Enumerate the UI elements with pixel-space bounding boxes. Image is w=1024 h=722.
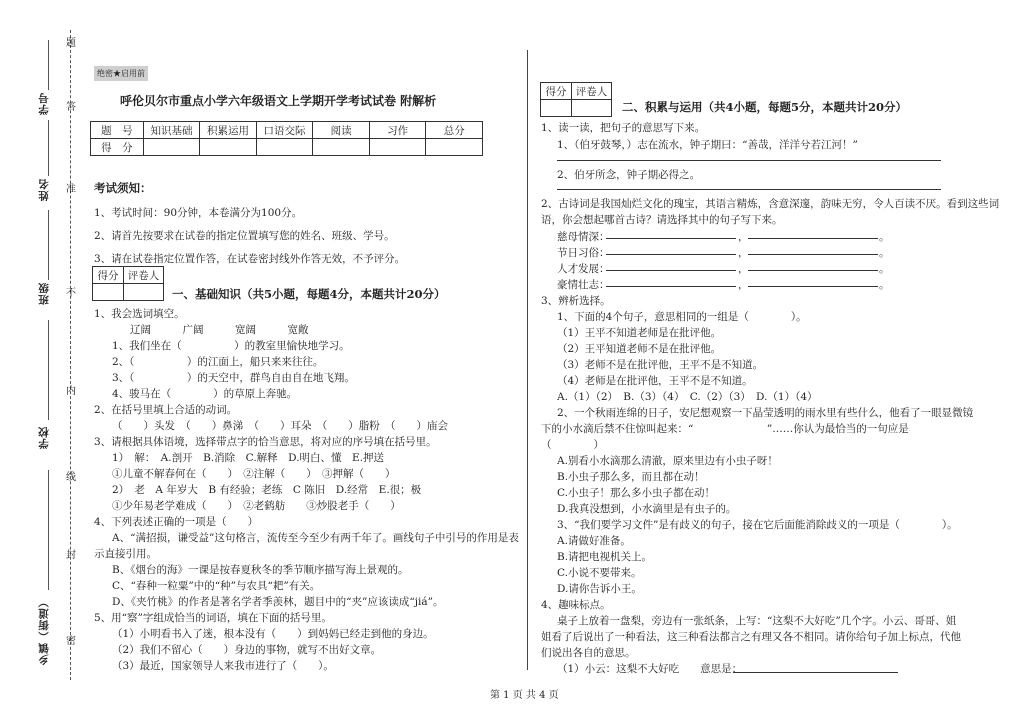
question-line: A.（1）（2） B.（3）（4） C.（2）（3） D.（1）（4） (557, 391, 818, 403)
field-line (48, 470, 49, 590)
question-line: 1、我们坐在（ ）的教室里愉快地学习。 (112, 340, 350, 352)
question-line: 2、伯牙所念，钟子期必得之。 (557, 169, 701, 181)
seal-char-1: 题 (66, 38, 76, 49)
score-header: 题 号 (91, 122, 144, 139)
grader-score-cell[interactable] (93, 284, 124, 301)
question-line: A.别看小水滴那么清澈，原来里边有小虫子呀！ (557, 455, 778, 467)
notice-item: 3、请在试卷指定位置作答，在试卷密封线外作答无效，不予评分。 (94, 253, 406, 265)
question-line: （4）老师是在批评他，王平不是不知道。 (557, 375, 753, 387)
question-line: 们说出各自的意思。 (541, 647, 636, 659)
question-line: 语，你会想起哪首古诗？请选择其中的句子写下来。 (541, 214, 783, 226)
confidential-stamp: 绝密★启用前 (94, 66, 148, 81)
field-school: 学校 (38, 426, 50, 449)
grader-person-cell[interactable] (572, 100, 612, 117)
score-cell[interactable] (256, 139, 313, 156)
question-line: （2）王平知道老师不是在批评他。 (557, 343, 722, 355)
answer-line[interactable] (733, 672, 898, 673)
answer-line[interactable] (748, 286, 878, 287)
score-header: 习作 (369, 122, 426, 139)
page-footer: 第 1 页 共 4 页 (490, 690, 559, 701)
seal-line (70, 30, 71, 680)
seal-char-7: 封 (66, 550, 76, 561)
grader-box (540, 82, 612, 117)
question-line: （3）最近，国家领导人来我市进行了（ ）。 (112, 660, 334, 672)
question-line: 桌子上放着一盘梨，旁边有一张纸条，上写：“这梨不大好吃”几个字。小云、哥哥、姐 (557, 615, 957, 627)
field-line (48, 120, 49, 176)
comma: ， (738, 263, 749, 275)
question-line: C、“春种一粒粟”中的“种”与农具“耙”有关。 (112, 580, 321, 592)
field-town: 乡镇（街道） (38, 596, 50, 665)
notice-item: 2、请首先按要求在试卷的指定位置填写您的姓名、班级、学号。 (94, 230, 395, 242)
field-line (48, 40, 49, 90)
question-line: 辽阔 广阔 宽阔 宽敞 (130, 324, 309, 336)
question-line: 2、在括号里填上合适的动词。 (94, 404, 238, 416)
question-line: 2） 老 A 年岁大 B 有经验；老练 C 陈旧 D.经常 E.很；极 (112, 484, 422, 496)
score-header: 总分 (426, 122, 483, 139)
question-line: B.小虫子那么多，而且都在动！ (557, 471, 705, 483)
column-divider (527, 50, 528, 670)
field-line (48, 210, 49, 280)
question-line: 1、我会选词填空。 (94, 308, 185, 320)
question-line: B、《烟台的海》一课是按春夏秋冬的季节顺序描写海上景观的。 (112, 564, 409, 576)
answer-line[interactable] (606, 254, 736, 255)
question-line: 2、（ ）的江面上，船只来来往往。 (112, 356, 324, 368)
score-cell[interactable] (426, 139, 483, 156)
seal-char-2: 答 (66, 102, 76, 113)
field-name: 姓名 (38, 178, 50, 201)
seal-char-8: 密 (66, 636, 76, 647)
score-header: 积累运用 (200, 122, 257, 139)
exam-title: 呼伦贝尔市重点小学六年级语文上学期开学考试试卷 附解析 (120, 94, 437, 108)
question-line: 1、读一读，把句子的意思写下来。 (541, 122, 706, 134)
score-cell[interactable] (143, 139, 200, 156)
answer-line[interactable] (606, 286, 736, 287)
answer-line[interactable] (748, 270, 878, 271)
question-line: （2）我们不留心（ ）身边的事物，就写不出好文章。 (112, 644, 382, 656)
question-line: C.小虫子！那么多小虫子都在动！ (557, 487, 715, 499)
seal-char-4: 不 (66, 288, 76, 299)
grader-score-label: 得分 (93, 267, 124, 284)
field-line (48, 320, 49, 420)
notice-heading: 考试须知： (94, 181, 152, 195)
seal-char-3: 准 (66, 184, 76, 195)
grader-box (92, 266, 164, 301)
question-line: 3、辨析选择。 (541, 295, 611, 307)
period: 。 (879, 263, 890, 275)
field-class: 班级 (38, 282, 50, 305)
question-line: （1）小明看书入了迷，根本没有（ ）到妈妈已经走到他的身边。 (112, 628, 434, 640)
question-line: 4、骏马在（ ）的草原上奔驰。 (112, 388, 298, 400)
question-line: 1） 解： A.剖开 B.消除 C.解释 D.明白、懂 E.押送 (112, 452, 385, 464)
question-line: 2、一个秋雨连绵的日子，安尼想观察一下晶莹透明的雨水里有些什么，他看了一眼显微镜 (557, 407, 974, 419)
question-line: 姐看了后说出了一种看法，这三种看法都言之有理又各不相同。请你给句子加上标点，代他 (541, 631, 961, 643)
question-line: D、《夹竹桃》的作者是著名学者季羡林，题目中的“夹”应该读成“jiá”。 (112, 596, 444, 608)
score-cell[interactable] (313, 139, 370, 156)
section1-title: 一、基础知识（共5小题，每题4分，本题共计20分） (172, 287, 446, 301)
period: 。 (879, 231, 890, 243)
question-line: B.请把电视机关上。 (557, 551, 653, 563)
period: 。 (879, 279, 890, 291)
question-line: 5、用“察”字组成恰当的词语，填在下面的括号里。 (94, 612, 332, 624)
question-line: （1）小云：这梨不大好吃 意思是： (557, 663, 743, 675)
question-line: 4、趣味标点。 (541, 599, 611, 611)
answer-line[interactable] (606, 270, 736, 271)
answer-line[interactable] (606, 238, 736, 239)
comma: ， (738, 247, 749, 259)
notice-item: 1、考试时间：90分钟，本卷满分为100分。 (94, 207, 303, 219)
question-line: 3、“我们要学习文件”是有歧义的句子，接在它后面能消除歧义的一项是（ ）。 (557, 519, 958, 531)
section2-title: 二、积累与运用（共4小题，每题5分，本题共计20分） (622, 100, 908, 114)
score-header: 阅读 (313, 122, 370, 139)
score-table (90, 121, 483, 156)
question-line: （1）王平不知道老师是在批评他。 (557, 327, 722, 339)
answer-line[interactable] (557, 160, 941, 161)
question-line: C.小说不要带来。 (557, 567, 642, 579)
answer-line[interactable] (748, 254, 878, 255)
question-line: 1、下面的4个句子，意思相同的一组是（ ）。 (557, 311, 807, 323)
question-line: 3、请根据具体语境，选择带点字的恰当意思，将对应的序号填在括号里。 (94, 436, 437, 448)
poem-topic: 节日习俗： (557, 247, 610, 259)
comma: ， (738, 231, 749, 243)
question-line: （3）老师不是在批评他，王平不是不知道。 (557, 359, 764, 371)
comma: ， (738, 279, 749, 291)
grader-person-label: 评卷人 (124, 267, 164, 284)
score-header: 口语交际 (256, 122, 313, 139)
question-line: A、“满招损，谦受益”这句格言，流传至今至少有两千年了。画线句子中引号的作用是表 (112, 532, 519, 544)
question-line: （ ）头发 （ ）鼻涕 （ ）耳朵 （ ）脂粉 （ ）庙会 (112, 420, 448, 432)
score-header: 知识基础 (143, 122, 200, 139)
answer-line[interactable] (748, 238, 878, 239)
grader-person-cell[interactable] (124, 284, 164, 301)
poem-topic: 豪情壮志： (557, 279, 610, 291)
score-cell[interactable] (369, 139, 426, 156)
question-line: 4、下列表述正确的一项是（ ） (94, 516, 259, 528)
score-cell[interactable] (200, 139, 257, 156)
answer-line[interactable] (557, 189, 941, 190)
question-line: 1、（伯牙鼓琴，）志在流水，钟子期曰：“善哉，洋洋兮若江河！” (557, 139, 858, 151)
grader-score-label: 得分 (541, 83, 572, 100)
period: 。 (879, 247, 890, 259)
question-line: ①少年易老学难成（ ） ②老鹤舫 ③炒股老手（ ） (112, 500, 401, 512)
question-line: 示直接引用。 (94, 548, 157, 560)
score-row-label: 得 分 (91, 139, 144, 156)
seal-char-6: 线 (66, 472, 76, 483)
seal-char-5: 内 (66, 386, 76, 397)
question-line: A.请做好准备。 (557, 535, 631, 547)
question-line: （ ） (541, 439, 604, 451)
field-student-id: 学号 (38, 92, 50, 115)
poem-topic: 人才发展： (557, 263, 610, 275)
question-line: D.请你告诉小王。 (557, 583, 642, 595)
grader-score-cell[interactable] (541, 100, 572, 117)
question-line: ①儿童不解春何在（ ） ②注解（ ） ③押解（ ） (112, 468, 396, 480)
grader-person-label: 评卷人 (572, 83, 612, 100)
question-line: 3、（ ）的天空中，群鸟自由自在地飞翔。 (112, 372, 355, 384)
question-line: 下的小水滴后禁不住惊叫起来：“ ”……你认为最恰当的一句应是 (541, 423, 909, 435)
question-line: 2、古诗词是我国灿烂文化的瑰宝，其语言精炼，含意深邃，韵味无穷，令人百读不厌。看到这些词 (541, 198, 1000, 210)
question-line: D.我真没想到，小水滴里是有虫子的。 (557, 503, 737, 515)
poem-topic: 慈母情深： (557, 231, 610, 243)
